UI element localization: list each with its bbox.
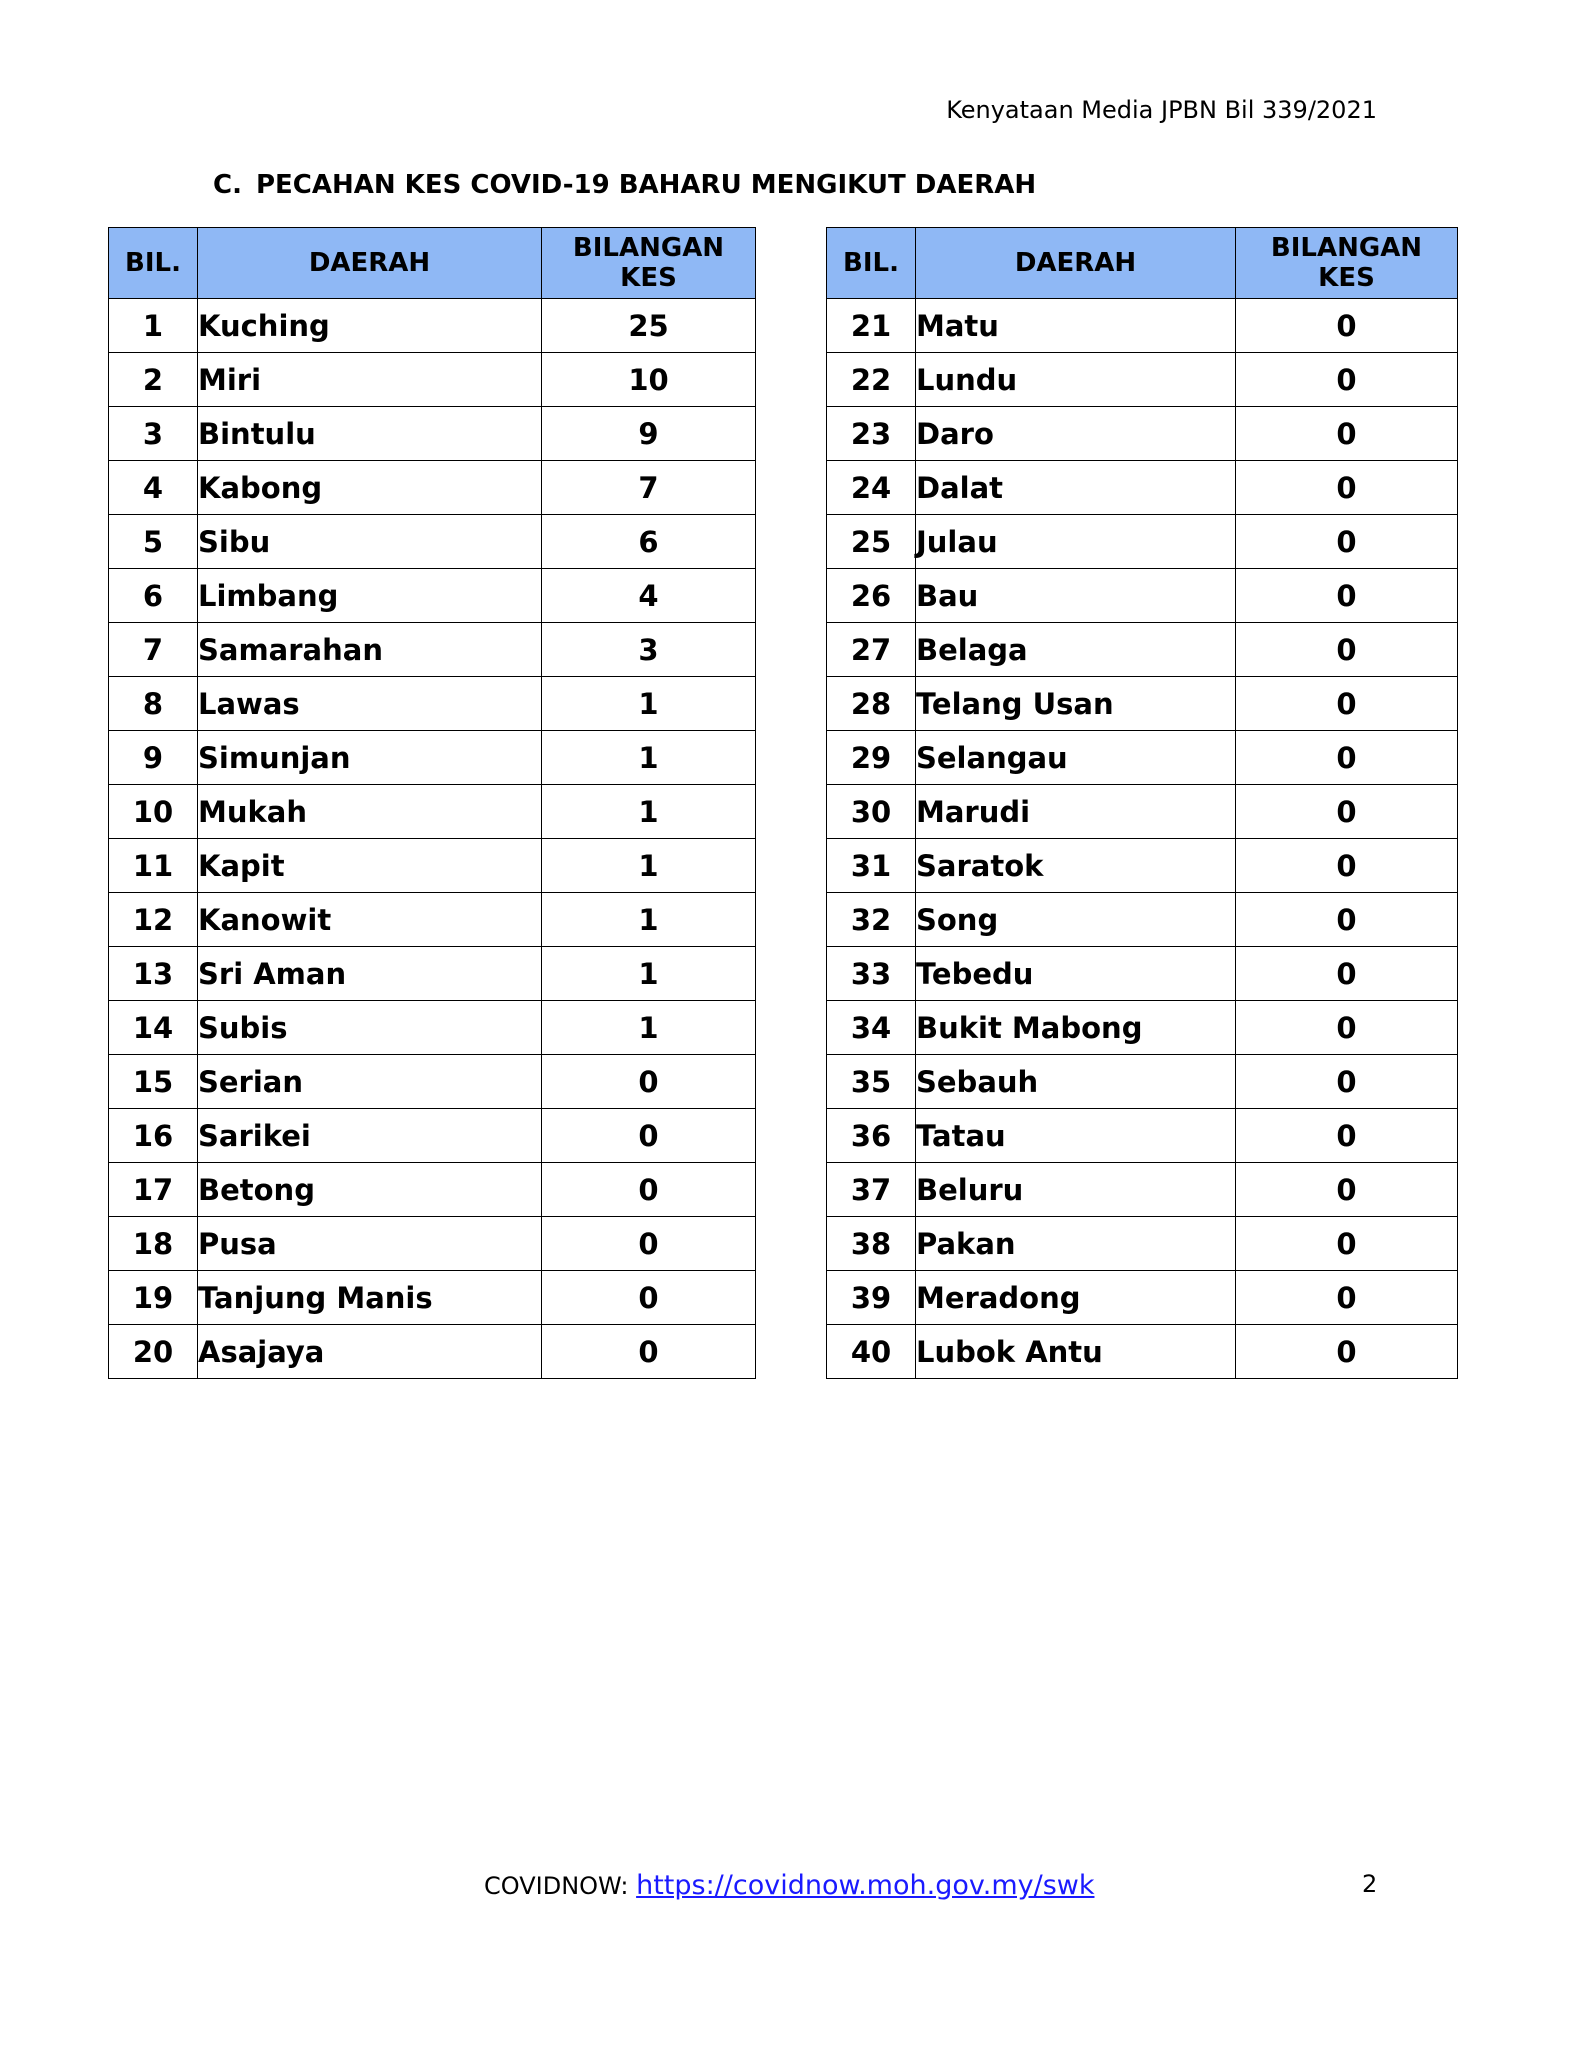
row-number: 19	[109, 1271, 198, 1325]
row-number: 33	[827, 947, 916, 1001]
row-number: 5	[109, 515, 198, 569]
section-title	[213, 170, 1036, 200]
district-name: Mukah	[198, 785, 542, 839]
table-row	[827, 353, 1458, 407]
table-row	[827, 515, 1458, 569]
row-number: 7	[109, 623, 198, 677]
case-count: 0	[1236, 947, 1458, 1001]
district-name: Pakan	[916, 1217, 1236, 1271]
table-row	[827, 785, 1458, 839]
header-no: BIL.	[109, 228, 198, 299]
district-name: Marudi	[916, 785, 1236, 839]
district-name: Julau	[916, 515, 1236, 569]
table-row	[827, 731, 1458, 785]
district-name: Bau	[916, 569, 1236, 623]
header-count-line1: BILANGAN	[1270, 233, 1423, 263]
header-count	[542, 228, 756, 299]
table-row	[827, 1217, 1458, 1271]
case-count: 25	[542, 299, 756, 353]
table-row	[109, 1109, 756, 1163]
table-row	[109, 1055, 756, 1109]
case-count: 1	[542, 785, 756, 839]
district-name: Tanjung Manis	[198, 1271, 542, 1325]
table-body-right	[827, 299, 1458, 1379]
row-number: 29	[827, 731, 916, 785]
row-number: 3	[109, 407, 198, 461]
row-number: 37	[827, 1163, 916, 1217]
case-count: 0	[1236, 623, 1458, 677]
case-count: 0	[542, 1055, 756, 1109]
district-name: Miri	[198, 353, 542, 407]
case-count: 1	[542, 947, 756, 1001]
case-count: 0	[1236, 1109, 1458, 1163]
district-name: Asajaya	[198, 1325, 542, 1379]
district-name: Sibu	[198, 515, 542, 569]
row-number: 12	[109, 893, 198, 947]
section-letter: C.	[213, 170, 242, 200]
district-name: Sarikei	[198, 1109, 542, 1163]
row-number: 34	[827, 1001, 916, 1055]
row-number: 32	[827, 893, 916, 947]
case-count: 0	[542, 1271, 756, 1325]
row-number: 11	[109, 839, 198, 893]
row-number: 20	[109, 1325, 198, 1379]
case-count: 0	[542, 1163, 756, 1217]
case-count: 6	[542, 515, 756, 569]
case-count: 0	[1236, 1271, 1458, 1325]
district-name: Matu	[916, 299, 1236, 353]
row-number: 31	[827, 839, 916, 893]
table-row	[827, 677, 1458, 731]
row-number: 18	[109, 1217, 198, 1271]
table-row	[109, 1271, 756, 1325]
page-number: 2	[1362, 1870, 1378, 1898]
table-row	[109, 1325, 756, 1379]
footer-label: COVIDNOW:	[484, 1872, 637, 1900]
district-name: Meradong	[916, 1271, 1236, 1325]
table-row	[109, 1163, 756, 1217]
case-count: 0	[1236, 731, 1458, 785]
table-row	[109, 785, 756, 839]
district-name: Bukit Mabong	[916, 1001, 1236, 1055]
case-count: 0	[542, 1325, 756, 1379]
district-name: Belaga	[916, 623, 1236, 677]
district-name: Tatau	[916, 1109, 1236, 1163]
table-header-row	[109, 228, 756, 299]
row-number: 22	[827, 353, 916, 407]
district-name: Kuching	[198, 299, 542, 353]
table-row	[827, 1109, 1458, 1163]
row-number: 14	[109, 1001, 198, 1055]
table-row	[827, 569, 1458, 623]
row-number: 16	[109, 1109, 198, 1163]
case-count: 1	[542, 731, 756, 785]
document-reference: Kenyataan Media JPBN Bil 339/2021	[946, 96, 1377, 124]
row-number: 8	[109, 677, 198, 731]
row-number: 1	[109, 299, 198, 353]
table-row	[109, 353, 756, 407]
table-row	[109, 299, 756, 353]
header-count-line2: KES	[1318, 263, 1375, 293]
case-count: 0	[1236, 569, 1458, 623]
case-count: 0	[1236, 785, 1458, 839]
table-row	[827, 461, 1458, 515]
header-count	[1236, 228, 1458, 299]
district-name: Samarahan	[198, 623, 542, 677]
case-count: 0	[542, 1109, 756, 1163]
district-table-right	[826, 227, 1458, 1379]
header-count-line1: BILANGAN	[572, 233, 725, 263]
row-number: 21	[827, 299, 916, 353]
case-count: 0	[1236, 299, 1458, 353]
case-count: 1	[542, 677, 756, 731]
table-row	[109, 1001, 756, 1055]
district-name: Lundu	[916, 353, 1236, 407]
district-table-left	[108, 227, 756, 1379]
table-row	[109, 623, 756, 677]
row-number: 9	[109, 731, 198, 785]
case-count: 3	[542, 623, 756, 677]
district-name: Kapit	[198, 839, 542, 893]
row-number: 2	[109, 353, 198, 407]
district-name: Lawas	[198, 677, 542, 731]
case-count: 10	[542, 353, 756, 407]
case-count: 0	[1236, 1325, 1458, 1379]
header-count-line2: KES	[620, 263, 677, 293]
row-number: 4	[109, 461, 198, 515]
district-name: Betong	[198, 1163, 542, 1217]
row-number: 28	[827, 677, 916, 731]
district-name: Telang Usan	[916, 677, 1236, 731]
case-count: 0	[1236, 461, 1458, 515]
table-row	[827, 1325, 1458, 1379]
district-name: Saratok	[916, 839, 1236, 893]
row-number: 30	[827, 785, 916, 839]
row-number: 39	[827, 1271, 916, 1325]
district-name: Sri Aman	[198, 947, 542, 1001]
table-row	[827, 1271, 1458, 1325]
header-no: BIL.	[827, 228, 916, 299]
district-name: Selangau	[916, 731, 1236, 785]
district-name: Simunjan	[198, 731, 542, 785]
row-number: 23	[827, 407, 916, 461]
table-header-row	[827, 228, 1458, 299]
case-count: 0	[1236, 1055, 1458, 1109]
case-count: 0	[542, 1217, 756, 1271]
table-row	[109, 947, 756, 1001]
district-name: Daro	[916, 407, 1236, 461]
table-row	[827, 1163, 1458, 1217]
district-name: Sebauh	[916, 1055, 1236, 1109]
row-number: 36	[827, 1109, 916, 1163]
table-row	[109, 677, 756, 731]
table-row	[109, 515, 756, 569]
row-number: 40	[827, 1325, 916, 1379]
district-name: Kanowit	[198, 893, 542, 947]
table-row	[827, 947, 1458, 1001]
row-number: 26	[827, 569, 916, 623]
table-row	[109, 1217, 756, 1271]
table-row	[827, 623, 1458, 677]
table-row	[827, 407, 1458, 461]
case-count: 1	[542, 893, 756, 947]
row-number: 17	[109, 1163, 198, 1217]
covidnow-link[interactable]: https://covidnow.moh.gov.my/swk	[636, 1870, 1095, 1901]
case-count: 0	[1236, 1163, 1458, 1217]
district-name: Pusa	[198, 1217, 542, 1271]
district-name: Song	[916, 893, 1236, 947]
header-district: DAERAH	[916, 228, 1236, 299]
district-name: Dalat	[916, 461, 1236, 515]
case-count: 0	[1236, 677, 1458, 731]
row-number: 15	[109, 1055, 198, 1109]
row-number: 35	[827, 1055, 916, 1109]
district-name: Bintulu	[198, 407, 542, 461]
footer	[484, 1870, 1094, 1901]
table-row	[827, 1055, 1458, 1109]
table-row	[109, 731, 756, 785]
district-name: Kabong	[198, 461, 542, 515]
case-count: 0	[1236, 893, 1458, 947]
table-row	[827, 299, 1458, 353]
row-number: 25	[827, 515, 916, 569]
table-row	[109, 461, 756, 515]
table-row	[827, 893, 1458, 947]
row-number: 10	[109, 785, 198, 839]
district-name: Beluru	[916, 1163, 1236, 1217]
case-count: 9	[542, 407, 756, 461]
case-count: 1	[542, 839, 756, 893]
district-name: Subis	[198, 1001, 542, 1055]
case-count: 0	[1236, 515, 1458, 569]
table-row	[109, 893, 756, 947]
row-number: 24	[827, 461, 916, 515]
table-row	[827, 1001, 1458, 1055]
table-row	[109, 839, 756, 893]
table-body-left	[109, 299, 756, 1379]
row-number: 27	[827, 623, 916, 677]
district-name: Tebedu	[916, 947, 1236, 1001]
case-count: 0	[1236, 1217, 1458, 1271]
case-count: 0	[1236, 407, 1458, 461]
case-count: 7	[542, 461, 756, 515]
district-name: Serian	[198, 1055, 542, 1109]
row-number: 38	[827, 1217, 916, 1271]
row-number: 6	[109, 569, 198, 623]
table-row	[109, 407, 756, 461]
district-name: Limbang	[198, 569, 542, 623]
table-row	[827, 839, 1458, 893]
case-count: 0	[1236, 1001, 1458, 1055]
case-count: 1	[542, 1001, 756, 1055]
header-district: DAERAH	[198, 228, 542, 299]
case-count: 0	[1236, 353, 1458, 407]
case-count: 4	[542, 569, 756, 623]
row-number: 13	[109, 947, 198, 1001]
case-count: 0	[1236, 839, 1458, 893]
section-title-text: PECAHAN KES COVID-19 BAHARU MENGIKUT DAERAH	[255, 170, 1037, 200]
district-name: Lubok Antu	[916, 1325, 1236, 1379]
table-row	[109, 569, 756, 623]
